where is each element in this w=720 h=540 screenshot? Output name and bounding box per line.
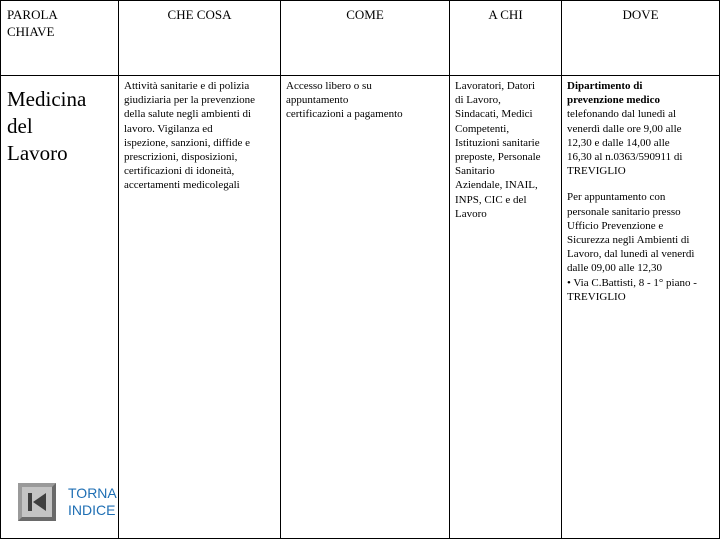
to-whom-line: Aziendale, INAIL, — [455, 179, 538, 192]
how-line: certificazioni a pagamento — [286, 108, 403, 121]
header-where — [562, 1, 720, 76]
keyword-line: Medicina — [7, 87, 87, 111]
what-line: giudiziaria per la prevenzione — [124, 94, 256, 107]
to-whom-line: preposte, Personale — [455, 151, 541, 164]
what-line: certificazioni di idoneità, — [124, 165, 235, 178]
where-line: TREVIGLIO — [567, 290, 626, 303]
where-line: dalle 09,00 alle 12,30 — [567, 262, 663, 275]
header-what-label: CHE COSA — [167, 7, 232, 22]
where-title-line: Dipartimento di — [567, 80, 643, 92]
where-line: Ufficio Prevenzione e — [567, 219, 664, 232]
to-whom-line: Lavoro — [455, 207, 487, 220]
to-whom-line: Sanitario — [455, 165, 495, 178]
header-what — [119, 1, 281, 76]
header-keyword-line: PAROLA — [7, 7, 58, 22]
header-to-whom-label: A CHI — [488, 7, 523, 22]
what-line: prescrizioni, disposizioni, — [124, 151, 238, 164]
to-whom-line: Sindacati, Medici — [455, 108, 533, 121]
back-to-index-link[interactable] — [18, 483, 117, 521]
to-whom-cell — [450, 76, 562, 539]
keyword-line: del — [7, 114, 33, 138]
header-to-whom — [450, 1, 562, 76]
where-cell — [562, 76, 720, 539]
where-line: telefonando dal lunedì al — [567, 108, 677, 121]
where-line: Lavoro, dal lunedì al venerdì — [567, 248, 695, 261]
header-row — [1, 1, 720, 76]
back-label-line[interactable]: INDICE — [68, 502, 116, 518]
where-line: • Via C.Battisti, 8 - 1° piano - — [567, 276, 697, 289]
how-cell — [281, 76, 450, 539]
where-line: personale sanitario presso — [567, 205, 681, 218]
to-whom-line: Lavoratori, Datori — [455, 80, 536, 92]
where-title-line: prevenzione medico — [567, 94, 660, 107]
what-line: Attività sanitarie e di polizia — [124, 80, 250, 92]
where-line: Sicurezza negli Ambienti di — [567, 234, 690, 247]
to-whom-line: INPS, CIC e del — [455, 193, 527, 206]
to-whom-line: di Lavoro, — [455, 94, 501, 107]
where-line: TREVIGLIO — [567, 165, 626, 178]
how-line: appuntamento — [286, 94, 349, 107]
keyword-cell — [1, 76, 119, 539]
how-line: Accesso libero o su — [286, 80, 372, 92]
keyword-line: Lavoro — [7, 141, 68, 165]
where-line: 16,30 al n.0363/590911 di — [567, 151, 683, 164]
content-row — [1, 76, 720, 539]
header-keyword — [1, 1, 119, 76]
header-how-label: COME — [346, 7, 384, 22]
what-line: lavoro. Vigilanza ed — [124, 122, 213, 135]
where-line: venerdì dalle ore 9,00 alle — [567, 122, 682, 135]
where-line: 12,30 e dalle 14,00 alle — [567, 136, 670, 149]
header-how — [281, 1, 450, 76]
header-where-label: DOVE — [622, 7, 659, 22]
to-whom-line: Competenti, — [455, 122, 510, 135]
what-cell — [119, 76, 281, 539]
back-to-index-label[interactable] — [68, 485, 117, 519]
to-whom-line: Istituzioni sanitarie — [455, 136, 540, 149]
paragraph-gap — [567, 178, 715, 190]
what-line: ispezione, sanzioni, diffide e — [124, 136, 250, 149]
where-line: Per appuntamento con — [567, 191, 666, 204]
back-to-start-icon[interactable] — [18, 483, 56, 521]
what-line: accertamenti medicolegali — [124, 179, 240, 192]
back-label-line[interactable]: TORNA — [68, 485, 117, 501]
header-keyword-line: CHIAVE — [7, 24, 55, 39]
what-line: della salute negli ambienti di — [124, 108, 252, 121]
